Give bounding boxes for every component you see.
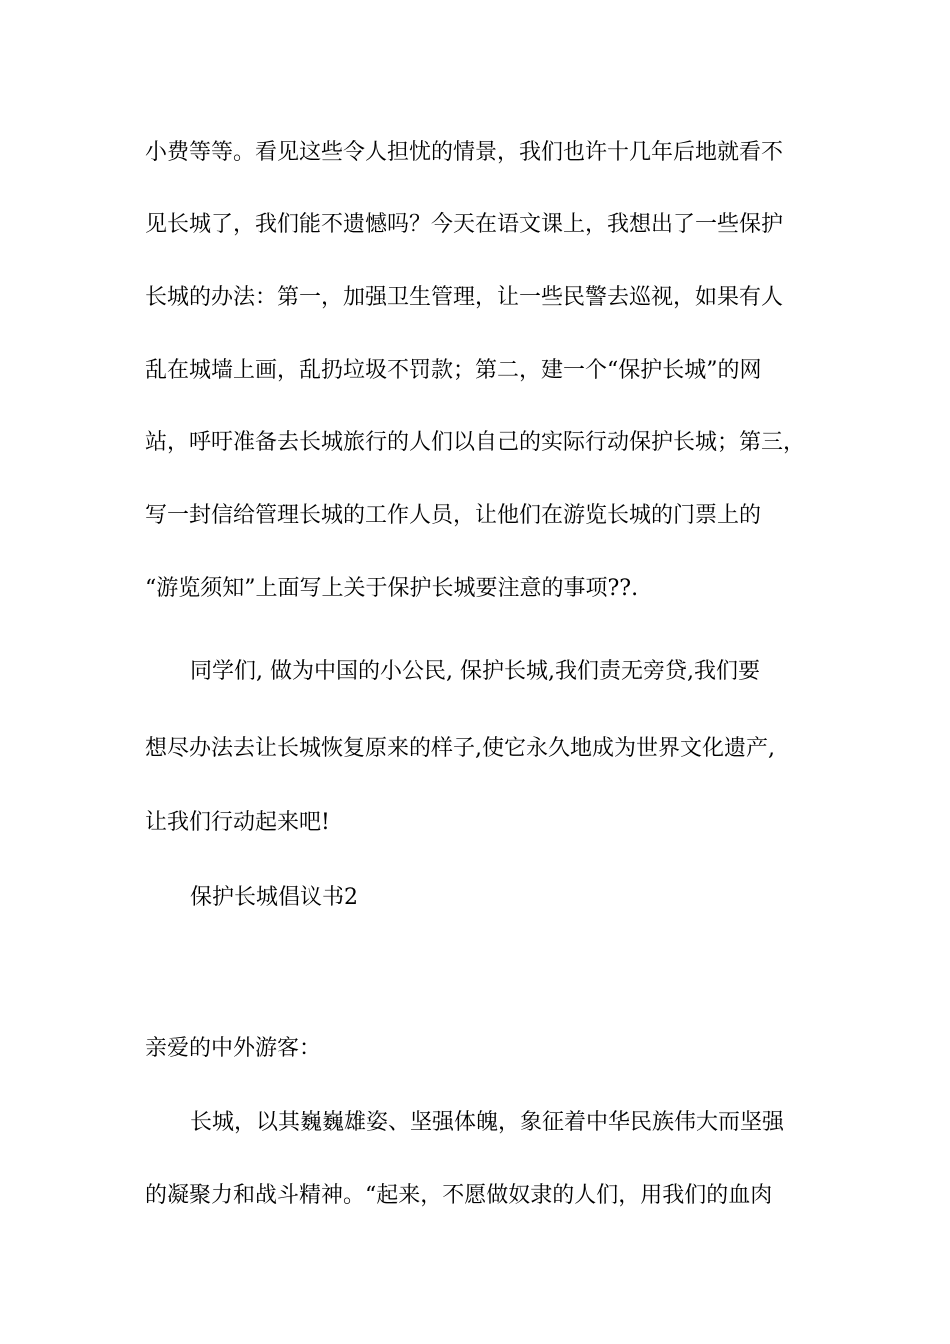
- paragraph-line: 长城的办法：第一，加强卫生管理，让一些民警去巡视，如果有人: [145, 285, 784, 310]
- paragraph-line: 写一封信给管理长城的工作人员，让他们在游览长城的门票上的: [145, 503, 762, 528]
- section-heading: 保护长城倡议书2: [190, 885, 358, 910]
- paragraph-line: 站，呼吁准备去长城旅行的人们以自己的实际行动保护长城；第三，: [145, 430, 806, 455]
- paragraph-line: 的凝聚力和战斗精神。“起来，不愿做奴隶的人们，用我们的血肉: [145, 1183, 773, 1208]
- paragraph-line: 想尽办法去让长城恢复原来的样子,使它永久地成为世界文化遗产,: [145, 736, 775, 761]
- paragraph-line: “游览须知”上面写上关于保护长城要注意的事项??.: [145, 576, 639, 601]
- paragraph-line: 让我们行动起来吧!: [145, 810, 330, 835]
- paragraph-line: 见长城了，我们能不遗憾吗？今天在语文课上，我想出了一些保护: [145, 212, 784, 237]
- paragraph-line: 同学们, 做为中国的小公民, 保护长城,我们责无旁贷,我们要: [190, 659, 760, 684]
- paragraph-line: 小费等等。看见这些令人担忧的情景，我们也许十几年后地就看不: [145, 140, 784, 165]
- paragraph-line: 长城，以其巍巍雄姿、坚强体魄，象征着中华民族伟大而坚强: [190, 1110, 785, 1135]
- salutation: 亲爱的中外游客：: [145, 1036, 322, 1061]
- paragraph-line: 乱在城墙上画，乱扔垃圾不罚款；第二，建一个“保护长城”的网: [145, 358, 762, 383]
